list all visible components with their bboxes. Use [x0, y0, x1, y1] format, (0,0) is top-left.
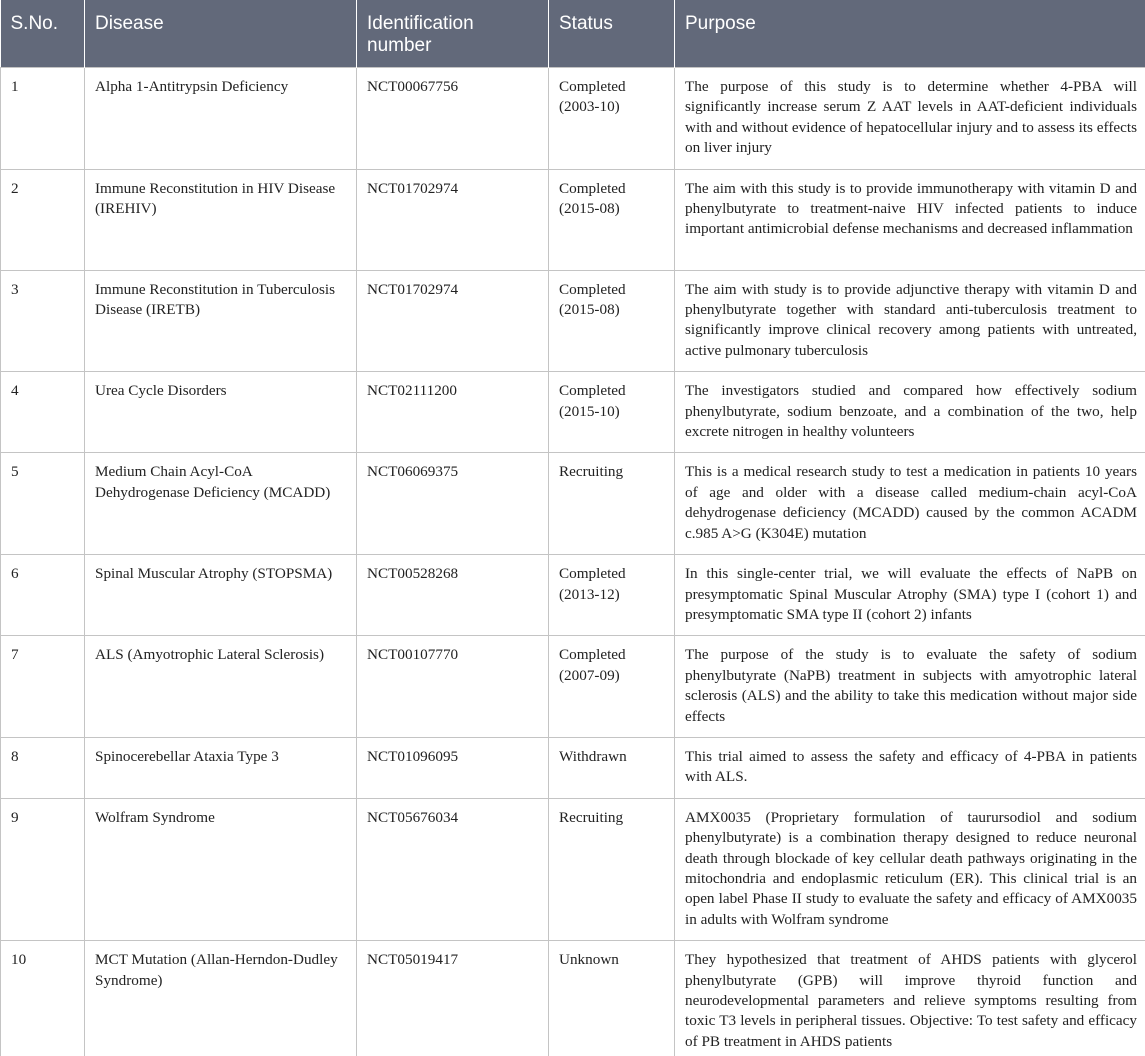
table-row	[1, 737, 1145, 798]
cell-identification-number: NCT06069375	[357, 453, 549, 555]
cell-sno: 3	[1, 270, 85, 372]
cell-sno: 9	[1, 798, 85, 940]
cell-sno: 5	[1, 453, 85, 555]
cell-disease: Medium Chain Acyl-CoA Dehydrogenase Deficiency (MCADD)	[85, 453, 357, 555]
cell-purpose: This is a medical research study to test a medication in patients 10 years of age and older with a disease called medium-chain acyl-CoA dehydrogenase deficiency (MCADD) caused by the common ACADM c.985 A>G (K304E) mutation	[675, 453, 1145, 555]
header-disease: Disease	[85, 0, 357, 68]
cell-status: Recruiting	[549, 798, 675, 940]
cell-disease: Immune Reconstitution in HIV Disease (IREHIV)	[85, 169, 357, 270]
cell-status: Completed (2015-08)	[549, 270, 675, 372]
cell-purpose: The aim with this study is to provide immunotherapy with vitamin D and phenylbutyrate to treatment-naive HIV infected patients to induce important antimicrobial defense mechanisms and decreased inflammation	[675, 169, 1145, 270]
table-row	[1, 636, 1145, 738]
header-purpose: Purpose	[675, 0, 1145, 68]
cell-status: Withdrawn	[549, 737, 675, 798]
cell-disease: Alpha 1-Antitrypsin Deficiency	[85, 68, 357, 170]
cell-purpose: The aim with study is to provide adjunctive therapy with vitamin D and phenylbutyrate together with standard anti-tuberculosis treatment to significantly improve clinical recovery among patients with untreated, active pulmonary tuberculosis	[675, 270, 1145, 372]
table-row	[1, 68, 1145, 170]
header-identification-number: Identification number	[357, 0, 549, 68]
table-row	[1, 798, 1145, 940]
cell-status: Completed (2015-10)	[549, 372, 675, 453]
cell-identification-number: NCT00107770	[357, 636, 549, 738]
cell-status: Unknown	[549, 941, 675, 1056]
cell-sno: 8	[1, 737, 85, 798]
table-row	[1, 453, 1145, 555]
cell-disease: Spinal Muscular Atrophy (STOPSMA)	[85, 555, 357, 636]
cell-sno: 1	[1, 68, 85, 170]
table-row	[1, 169, 1145, 270]
cell-sno: 7	[1, 636, 85, 738]
cell-disease: ALS (Amyotrophic Lateral Sclerosis)	[85, 636, 357, 738]
cell-status: Completed (2015-08)	[549, 169, 675, 270]
header-status: Status	[549, 0, 675, 68]
table-row	[1, 555, 1145, 636]
cell-status: Completed (2007-09)	[549, 636, 675, 738]
table-row	[1, 941, 1145, 1056]
header-sno: S.No.	[1, 0, 85, 68]
cell-status: Recruiting	[549, 453, 675, 555]
cell-purpose: In this single-center trial, we will evaluate the effects of NaPB on presymptomatic Spinal Muscular Atrophy (SMA) type I (cohort 1) and presymptomatic SMA type II (cohort 2) infants	[675, 555, 1145, 636]
cell-status: Completed (2013-12)	[549, 555, 675, 636]
cell-identification-number: NCT05019417	[357, 941, 549, 1056]
cell-purpose: The investigators studied and compared how effectively sodium phenylbutyrate, sodium benzoate, and a combination of the two, help excrete nitrogen in healthy volunteers	[675, 372, 1145, 453]
table-row	[1, 372, 1145, 453]
header-row	[1, 0, 1145, 68]
cell-sno: 6	[1, 555, 85, 636]
cell-sno: 4	[1, 372, 85, 453]
cell-identification-number: NCT02111200	[357, 372, 549, 453]
cell-status: Completed (2003-10)	[549, 68, 675, 170]
cell-purpose: The purpose of this study is to determine whether 4-PBA will significantly increase serum Z AAT levels in AAT-deficient individuals with and without evidence of hepatocellular injury and to assess its effects on liver injury	[675, 68, 1145, 170]
cell-purpose: They hypothesized that treatment of AHDS patients with glycerol phenylbutyrate (GPB) will improve thyroid function and neurodevelopmental parameters and relieve symptoms resulting from toxic T3 levels in peripheral tissues. Objective: To test safety and efficacy of PB treatment in AHDS patients	[675, 941, 1145, 1056]
table-row	[1, 270, 1145, 372]
cell-sno: 2	[1, 169, 85, 270]
cell-purpose: This trial aimed to assess the safety and efficacy of 4-PBA in patients with ALS.	[675, 737, 1145, 798]
cell-identification-number: NCT01702974	[357, 169, 549, 270]
cell-purpose: The purpose of the study is to evaluate the safety of sodium phenylbutyrate (NaPB) treatment in subjects with amyotrophic lateral sclerosis (ALS) and the ability to take this medication without major side effects	[675, 636, 1145, 738]
cell-disease: MCT Mutation (Allan-Herndon-Dudley Syndrome)	[85, 941, 357, 1056]
cell-disease: Wolfram Syndrome	[85, 798, 357, 940]
table-header	[1, 0, 1145, 68]
cell-disease: Urea Cycle Disorders	[85, 372, 357, 453]
cell-disease: Immune Reconstitution in Tuberculosis Disease (IRETB)	[85, 270, 357, 372]
cell-purpose: AMX0035 (Proprietary formulation of taurursodiol and sodium phenylbutyrate) is a combination therapy designed to reduce neuronal death through blockade of key cellular death pathways originating in the mitochondria and endoplasmic reticulum (ER). This clinical trial is an open label Phase II study to evaluate the safety and efficacy of AMX0035 in adults with Wolfram syndrome	[675, 798, 1145, 940]
table-body	[1, 68, 1145, 1056]
cell-disease: Spinocerebellar Ataxia Type 3	[85, 737, 357, 798]
cell-identification-number: NCT00067756	[357, 68, 549, 170]
cell-identification-number: NCT00528268	[357, 555, 549, 636]
cell-identification-number: NCT01096095	[357, 737, 549, 798]
cell-sno: 10	[1, 941, 85, 1056]
cell-identification-number: NCT05676034	[357, 798, 549, 940]
cell-identification-number: NCT01702974	[357, 270, 549, 372]
